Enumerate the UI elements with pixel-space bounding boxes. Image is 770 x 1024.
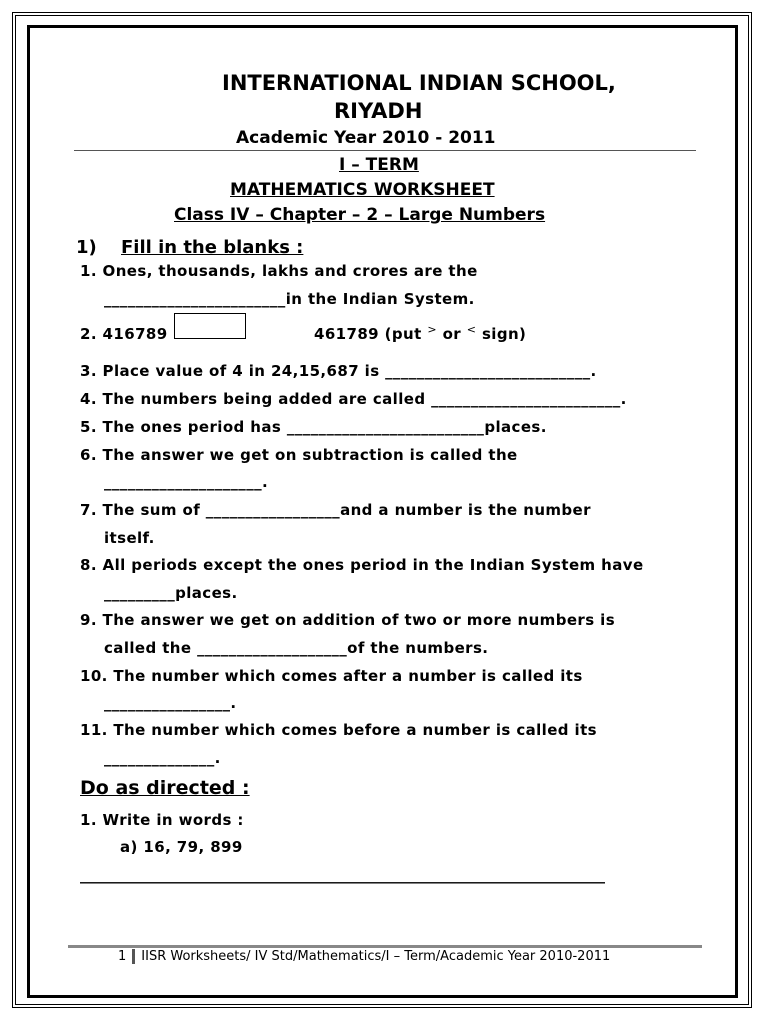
footer xyxy=(118,949,610,964)
question-7-line2: itself. xyxy=(104,529,155,547)
question-8-line2: _________places. xyxy=(104,584,238,602)
question-6-line1: 6. The answer we get on subtraction is called the xyxy=(80,446,518,464)
question-9-line1: 9. The answer we get on addition of two or more numbers is xyxy=(80,611,616,629)
question-7-line1: 7. The sum of _________________and a number is the number xyxy=(80,501,591,519)
question-8-line1: 8. All periods except the ones period in the Indian System have xyxy=(80,556,644,574)
footer-divider xyxy=(68,945,702,948)
page-number: 1 xyxy=(118,949,127,964)
question-3: 3. Place value of 4 in 24,15,687 is __________________________. xyxy=(80,362,597,380)
section2-heading: Do as directed : xyxy=(80,777,250,799)
school-name-line1: INTERNATIONAL INDIAN SCHOOL, xyxy=(222,71,616,95)
section1-number: 1) xyxy=(76,237,97,258)
question-2-text: 461789 (put > or < sign) xyxy=(314,323,527,343)
greater-than-sign: > xyxy=(427,323,437,336)
question-1-line2: _______________________in the Indian System. xyxy=(104,290,475,308)
footer-text: IISR Worksheets/ IV Std/Mathematics/I – Term/Academic Year 2010-2011 xyxy=(141,949,611,964)
footer-separator xyxy=(132,949,135,964)
directed-question-1: 1. Write in words : xyxy=(80,811,244,829)
question-1-line1: 1. Ones, thousands, lakhs and crores are the xyxy=(80,262,478,280)
comparison-answer-box[interactable] xyxy=(174,313,246,339)
question-6-line2: ____________________. xyxy=(104,473,269,491)
school-name-line2: RIYADH xyxy=(334,99,423,123)
question-5: 5. The ones period has _________________________places. xyxy=(80,418,547,436)
question-10-line2: ________________. xyxy=(104,694,237,712)
question-10-line1: 10. The number which comes after a number is called its xyxy=(80,667,583,685)
header-divider xyxy=(74,150,696,151)
directed-question-1a: a) 16, 79, 899 xyxy=(120,838,243,856)
section1-heading: Fill in the blanks : xyxy=(121,237,304,258)
question-2-number: 2. 416789 xyxy=(80,325,168,343)
class-chapter-title: Class IV – Chapter – 2 – Large Numbers xyxy=(174,205,546,225)
question-9-line2: called the ___________________of the numbers. xyxy=(104,639,489,657)
question-11-line2: ______________. xyxy=(104,749,221,767)
term-title: I – TERM xyxy=(339,155,419,175)
answer-line: ______________________________________________________________________ xyxy=(80,866,605,884)
worksheet-title: MATHEMATICS WORKSHEET xyxy=(230,180,495,200)
less-than-sign: < xyxy=(466,323,477,336)
academic-year: Academic Year 2010 - 2011 xyxy=(236,128,496,148)
question-11-line1: 11. The number which comes before a number is called its xyxy=(80,721,597,739)
question-4: 4. The numbers being added are called ________________________. xyxy=(80,390,627,408)
